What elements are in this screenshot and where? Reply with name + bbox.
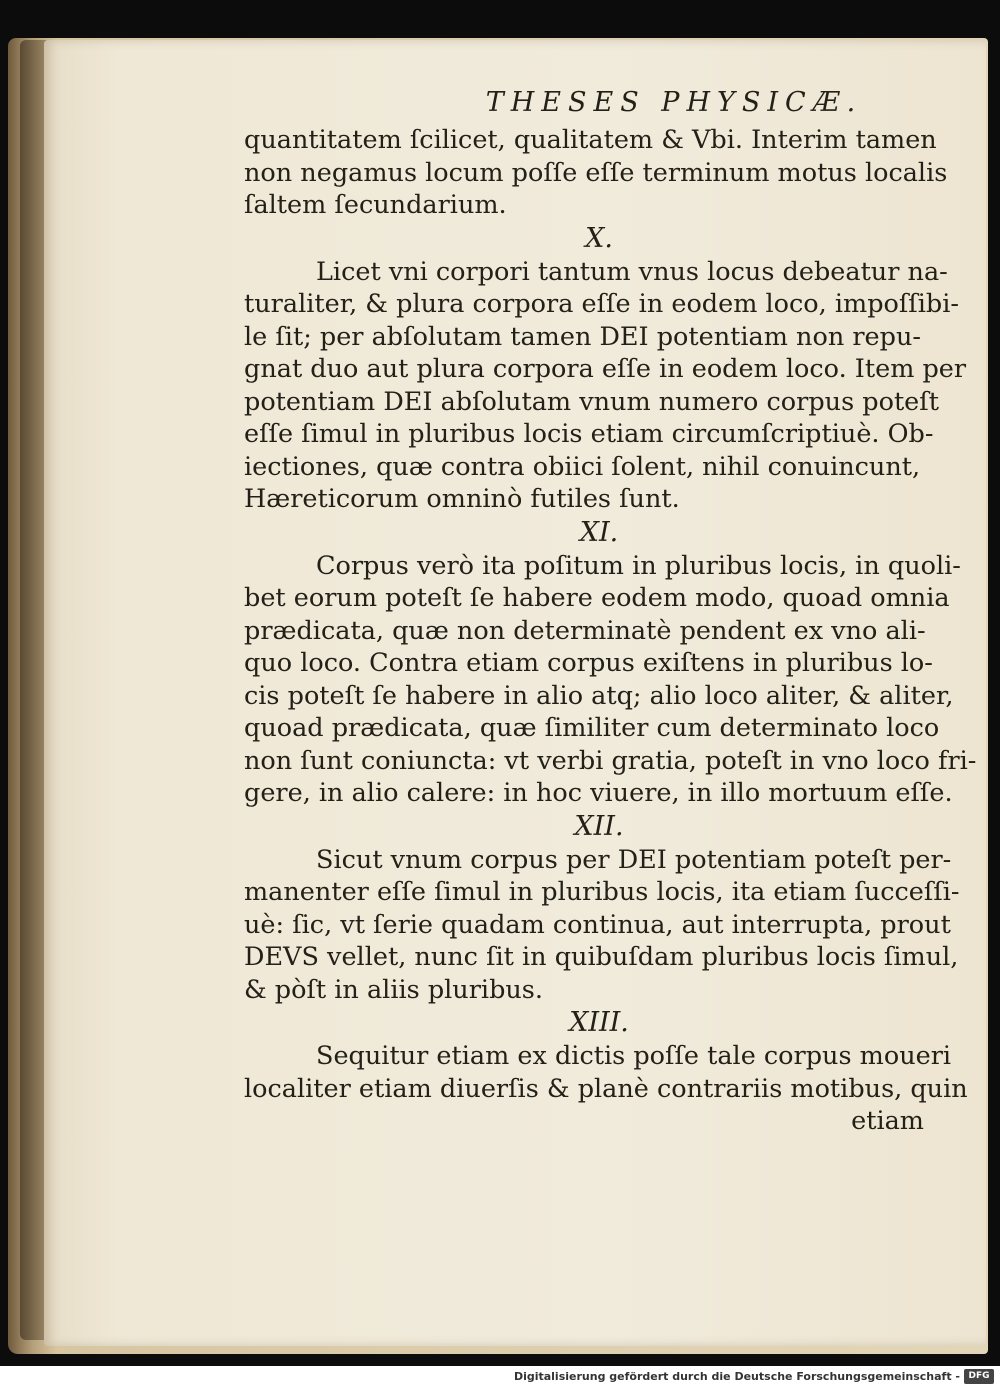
text-line: uè: ſic, vt ſerie quadam continua, aut interrupta, prout: [244, 909, 951, 940]
dfg-logo: DFG: [964, 1369, 994, 1384]
text-line: non negamus locum poſſe eſſe terminum motus localis: [244, 157, 948, 188]
text-line: quoad prædicata, quæ ſimiliter cum determinato loco: [244, 713, 940, 743]
catchword: etiam: [851, 1106, 924, 1136]
text-line: non ſunt coniuncta: vt verbi gratia, poteſt in vno loco fri-: [244, 745, 977, 776]
text-line: manenter eſſe ſimul in pluribus locis, ita etiam ſucceſſi-: [244, 877, 960, 907]
text-line: quantitatem ſcilicet, qualitatem & Vbi. Interim tamen: [244, 125, 937, 155]
section-number: XII.: [574, 810, 624, 842]
text-line: cis poteſt ſe habere in alio atq; alio loco aliter, & aliter,: [244, 680, 954, 711]
section-number: X.: [585, 222, 613, 254]
text-line: gnat duo aut plura corpora eſſe in eodem loco. Item per: [244, 354, 967, 384]
text-line: iectiones, quæ contra obiici ſolent, nihil conuincunt,: [244, 451, 921, 482]
text-line: localiter etiam diuerſis & planè contrariis motibus, quin: [244, 1073, 968, 1104]
funding-credit: Digitalisierung gefördert durch die Deutsche Forschungsgemeinschaft -: [513, 1370, 960, 1383]
text-line: bet eorum poteſt ſe habere eodem modo, quoad omnia: [244, 583, 950, 613]
footer-bar: [0, 1366, 1000, 1390]
text-line: & pòſt in aliis pluribus.: [244, 974, 544, 1005]
text-line: Corpus verò ita poſitum in pluribus locis, in quoli-: [316, 550, 961, 581]
text-line: turaliter, & plura corpora eſſe in eodem loco, impoſſibi-: [244, 289, 959, 319]
section-number: XI.: [579, 516, 619, 548]
text-line: Sicut vnum corpus per DEI potentiam poteſt per-: [316, 844, 952, 875]
running-head: THESES PHYSICÆ.: [485, 87, 863, 118]
text-line: prædicata, quæ non determinatè pendent ex vno ali-: [244, 615, 926, 646]
text-line: ſaltem ſecundarium.: [244, 190, 507, 220]
text-line: quo loco. Contra etiam corpus exiſtens in pluribus lo-: [244, 648, 933, 678]
text-line: potentiam DEI abſolutam vnum numero corpus poteſt: [244, 386, 939, 417]
text-line: Licet vni corpori tantum vnus locus debeatur na-: [316, 256, 948, 287]
text-line: Sequitur etiam ex dictis poſſe tale corpus moueri: [316, 1041, 952, 1071]
section-number: XIII.: [569, 1007, 629, 1038]
text-line: eſſe ſimul in pluribus locis etiam circumſcriptiuè. Ob-: [244, 419, 934, 449]
text-line: le ſit; per abſolutam tamen DEI potentiam non repu-: [244, 321, 921, 352]
text-line: Hæreticorum omninò futiles ſunt.: [244, 484, 680, 514]
page-text: [244, 84, 977, 1138]
text-line: DEVS vellet, nunc ſit in quibuſdam pluribus locis ſimul,: [244, 942, 959, 972]
text-line: gere, in alio calere: in hoc viuere, in illo mortuum eſſe.: [244, 778, 953, 808]
